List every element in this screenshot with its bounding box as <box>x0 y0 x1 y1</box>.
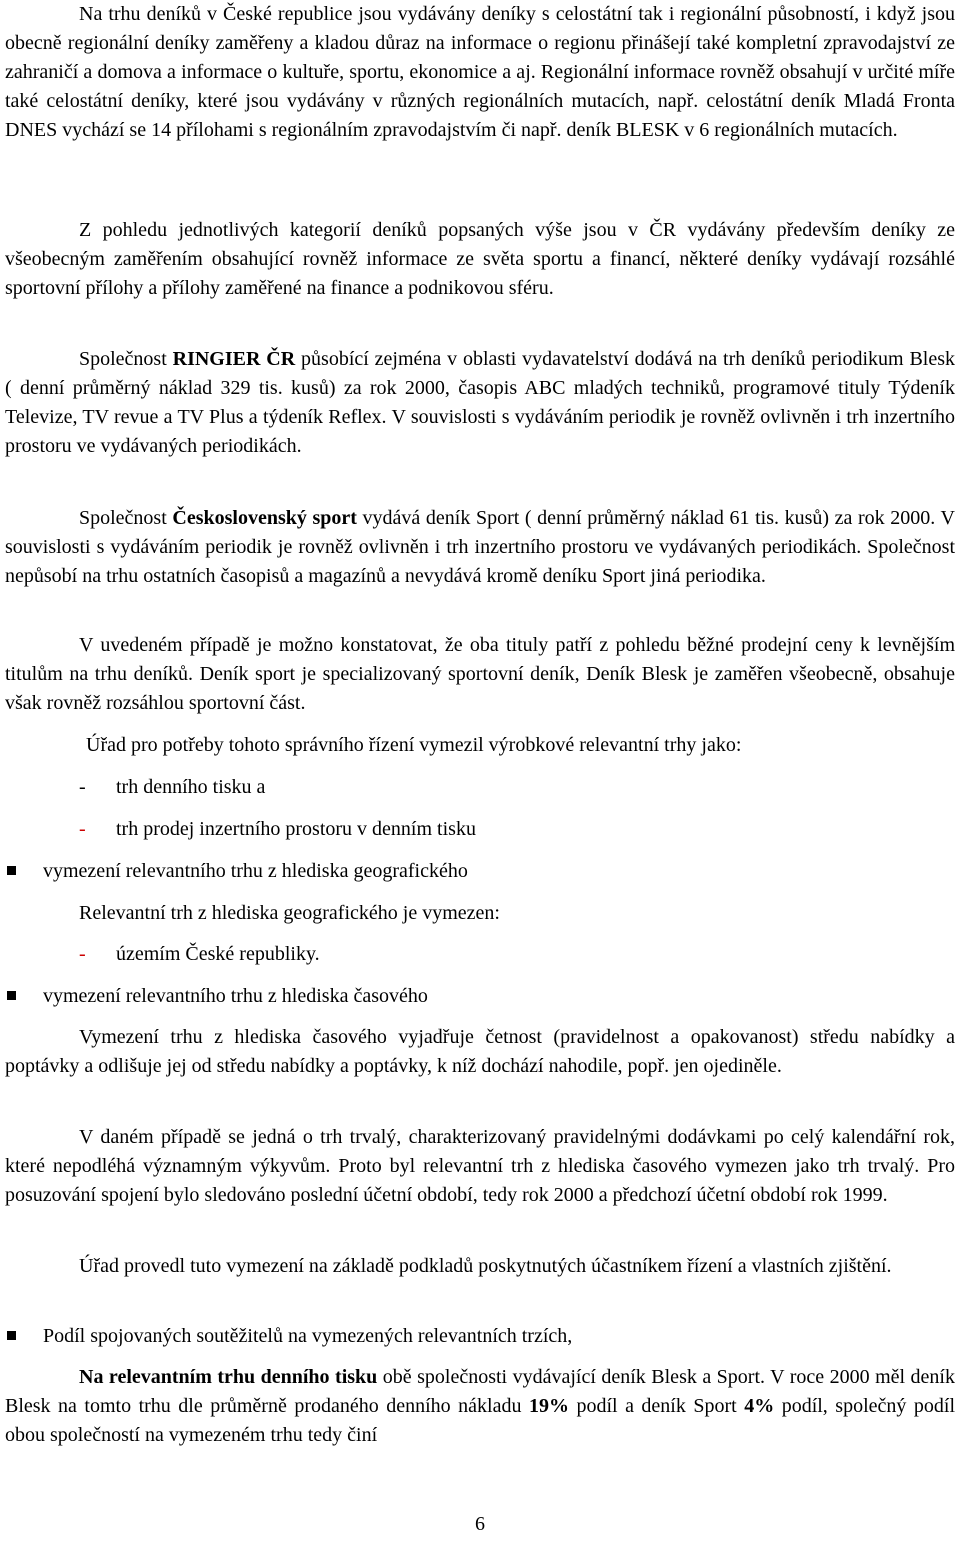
page-number: 6 <box>475 1513 485 1535</box>
geographic-definition: Relevantní trh z hlediska geografického je vymezen: <box>79 902 500 924</box>
square-bullet-icon <box>7 866 16 875</box>
paragraph-categories: Z pohledu jednotlivých kategorií deníků popsaných výše jsou v ČR vydávány především deníky ze všeobecným zaměřením obsahující rovněž informace ze světa sportu a financí, některé deníky vydávají rozsáhlé sportovní přílohy a přílohy zaměřené na finance a podnikovou sféru. <box>5 219 955 299</box>
ringier-name: RINGIER ČR <box>172 348 296 370</box>
blesk-share: 19% <box>528 1395 569 1417</box>
dash-item-czech-republic: - územím České republiky. <box>5 940 955 969</box>
dash-marker: - <box>79 776 86 798</box>
paragraph-market-share: Na relevantním trhu denního tisku obě společnosti vydávající deník Blesk a Sport. V roce 2000 měl deník Blesk na tomto trhu dle průměrně prodaného denního nákladu 19% podíl a deník Sport 4% podíl, společný podíl obou společností na vymezeném trhu tedy činí <box>5 1366 955 1446</box>
paragraph-office-definition: Úřad pro potřeby tohoto správního řízení vymezil výrobkové relevantní trhy jako: <box>86 734 742 756</box>
ringier-intro: Společnost <box>79 348 173 370</box>
paragraph-ceskoslovensky-sport <box>5 504 955 591</box>
paragraph-temporal-definition: Vymezení trhu z hlediska časového vyjadřuje četnost (pravidelnost a opakovanost) středu nabídky a poptávky a odlišuje jej od středu nabídky a poptávky, k níž dochází nahodile, popř. jen ojediněle. <box>5 1026 955 1077</box>
paragraph-price-comparison: V uvedeném případě je možno konstatovat, že oba tituly patří z pohledu běžné prodejní ceny k levnějším titulům na trhu deníků. Deník sport je specializovaný sportovní deník, Deník Blesk je zaměřen všeobecně, obsahuje však rovněž rozsáhlou sportovní část. <box>5 634 955 714</box>
sport-intro: Společnost <box>79 507 173 529</box>
relevant-market-heading: Na relevantním trhu denního tisku <box>79 1366 378 1388</box>
dash-marker: - <box>79 818 86 840</box>
square-bullet-icon <box>7 1331 16 1340</box>
dash-marker: - <box>79 943 86 965</box>
paragraph-ringier <box>5 345 955 461</box>
ringier-text: působící zejména v oblasti vydavatelství dodává na trh deníků periodikum Blesk ( denní průměrný náklad 329 tis. kusů) za rok 2000, časopis ABC mladých techniků, programové tituly Týdeník Televize, TV revue a TV Plus a týdeník Reflex. V souvislosti s vydáváním periodik je rovněž ovlivněn i trh inzertního prostoru ve vydávaných periodikách. <box>5 348 955 457</box>
bullet-temporal: vymezení relevantního trhu z hlediska časového <box>5 982 955 1011</box>
paragraph-office-basis: Úřad provedl tuto vymezení na základě podkladů poskytnutých účastníkem řízení a vlastních zjištění. <box>79 1255 892 1277</box>
bullet-market-share: Podíl spojovaných soutěžitelů na vymezených relevantních trzích, <box>5 1322 955 1351</box>
sport-text: vydává deník Sport ( denní průměrný náklad 61 tis. kusů) za rok 2000. V souvislosti s vydáváním periodik je rovněž ovlivněn i trh inzertního prostoru ve vydávaných periodikách. Společnost nepůsobí na trhu ostatních časopisů a magazínů a nevydává kromě deníku Sport jiná periodika. <box>5 507 955 587</box>
sport-company-name: Československý sport <box>172 507 357 529</box>
bullet-geographic: vymezení relevantního trhu z hlediska geografického <box>5 857 955 886</box>
square-bullet-icon <box>7 991 16 1000</box>
paragraph-permanent-market: V daném případě se jedná o trh trvalý, charakterizovaný pravidelnými dodávkami po celý kalendářní rok, které nepodléhá významným výkyvům. Proto byl relevantní trh z hlediska časového vymezen jako trh trvalý. Pro posuzování spojení bylo sledováno poslední účetní období, tedy rok 2000 a předchozí účetní období rok 1999. <box>5 1126 955 1206</box>
dash-item-daily-press: - trh denního tisku a <box>5 773 955 802</box>
dash-item-advertising: - trh prodej inzertního prostoru v denním tisku <box>5 815 955 844</box>
sport-share: 4% <box>744 1395 775 1417</box>
paragraph-newspaper-market: Na trhu deníků v České republice jsou vydávány deníky s celostátní tak i regionální působností, i když jsou obecně regionální deníky zaměřeny a kladou důraz na informace o regionu přinášejí také kompletní zpravodajství ze zahraničí a domova a informace o kultuře, sportu, ekonomice a aj. Regionální informace rovněž obsahují v určité míře také celostátní deníky, které jsou vydávány v různých regionálních mutacích, např. celostátní deník Mladá Fronta DNES vychází se 14 přílohami s regionálním zpravodajstvím či např. deník BLESK v 6 regionálních mutacích. <box>5 3 955 141</box>
